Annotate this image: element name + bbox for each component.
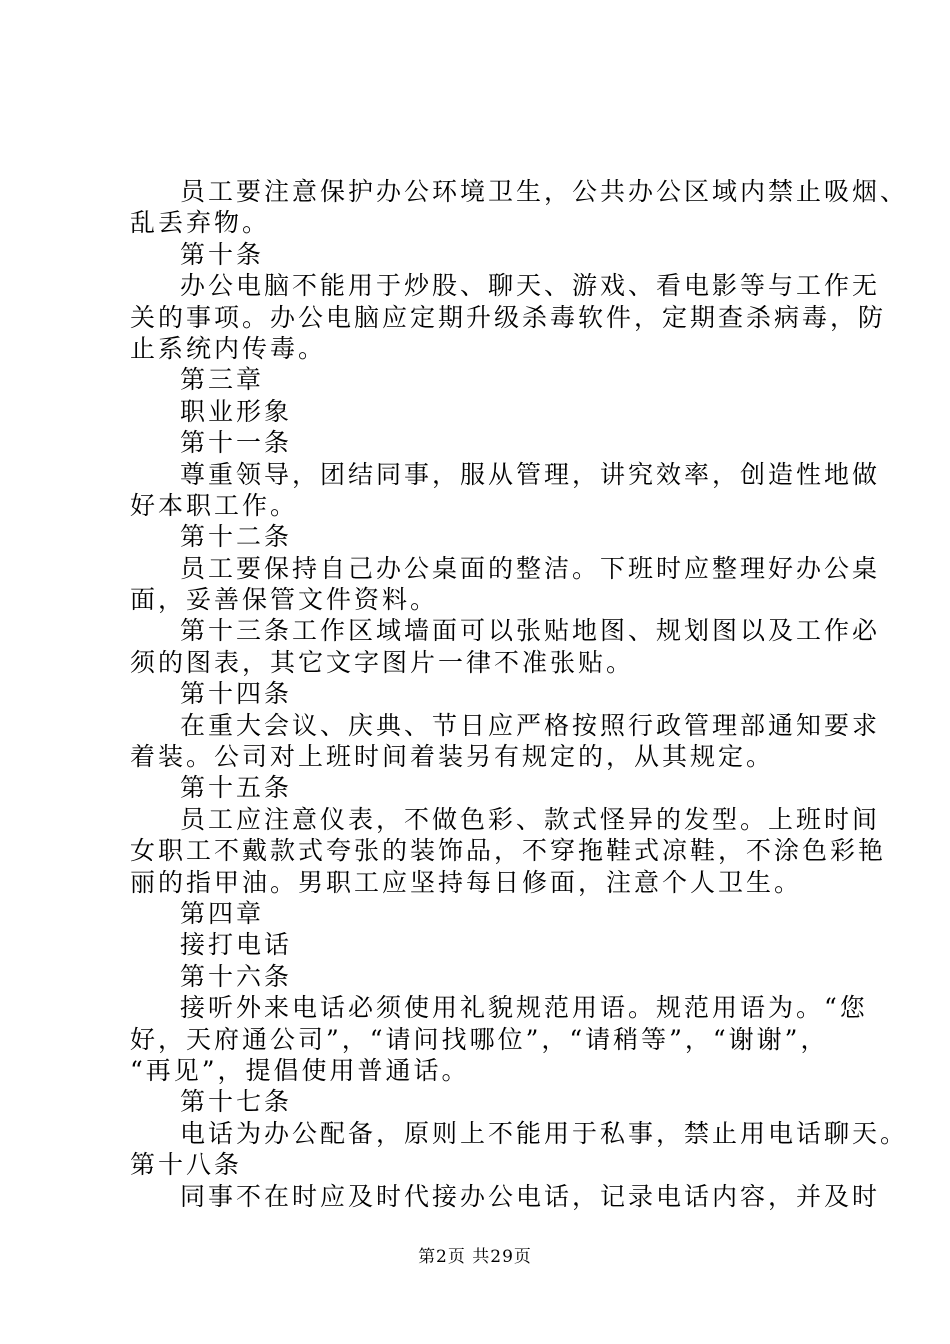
chapter-title: 职业形象 <box>180 396 293 426</box>
document-body <box>130 176 909 1212</box>
text-line: 同事不在时应及时代接办公电话，记录电话内容，并及时 <box>180 1181 881 1211</box>
article-heading: 第十六条 <box>180 961 293 991</box>
article-heading: 第十五条 <box>180 773 293 803</box>
text-line: 止系统内传毒。 <box>130 333 327 363</box>
text-line: 尊重领导，团结同事，服从管理，讲究效率，创造性地做 <box>180 459 881 489</box>
text-line: 丽的指甲油。男职工应坚持每日修面，注意个人卫生。 <box>130 867 803 897</box>
text-line: 面，妥善保管文件资料。 <box>130 585 439 615</box>
text-line: 第十三条工作区域墙面可以张贴地图、规划图以及工作必 <box>180 616 881 646</box>
article-heading: 第十四条 <box>180 679 293 709</box>
text-line: 关的事项。办公电脑应定期升级杀毒软件，定期查杀病毒，防 <box>130 302 887 332</box>
text-line: 电话为办公配备，原则上不能用于私事，禁止用电话聊天。 <box>180 1118 909 1148</box>
text-line: 乱丢弃物。 <box>130 208 271 238</box>
chapter-heading: 第三章 <box>180 365 265 395</box>
text-line: 好，天府通公司”，“请问找哪位”，“请稍等”，“谢谢”， <box>130 1024 829 1054</box>
chapter-heading: 第四章 <box>180 898 265 928</box>
text-line: 员工要注意保护办公环境卫生，公共办公区域内禁止吸烟、 <box>180 177 909 206</box>
text-line: 好本职工作。 <box>130 490 299 520</box>
text-line: 员工要保持自己办公桌面的整洁。下班时应整理好办公桌 <box>180 553 881 583</box>
article-heading: 第十条 <box>180 239 265 269</box>
text-line: “再见”，提倡使用普通话。 <box>130 1055 470 1085</box>
article-heading: 第十一条 <box>180 428 293 458</box>
text-line: 着装。公司对上班时间着装另有规定的，从其规定。 <box>130 742 775 772</box>
chapter-title: 接打电话 <box>180 930 293 960</box>
text-line: 须的图表，其它文字图片一律不准张贴。 <box>130 647 635 677</box>
text-line: 员工应注意仪表，不做色彩、款式怪异的发型。上班时间 <box>180 804 881 834</box>
text-line: 接听外来电话必须使用礼貌规范用语。规范用语为。“您 <box>180 993 868 1023</box>
text-line: 办公电脑不能用于炒股、聊天、游戏、看电影等与工作无 <box>180 271 881 301</box>
page-number-footer: 第2页 共29页 <box>418 1247 532 1267</box>
text-line: 在重大会议、庆典、节日应严格按照行政管理部通知要求 <box>180 710 881 740</box>
article-heading: 第十二条 <box>180 522 293 552</box>
text-line: 女职工不戴款式夸张的装饰品，不穿拖鞋式凉鞋，不涂色彩艳 <box>130 836 887 866</box>
article-heading: 第十八条 <box>130 1150 243 1180</box>
article-heading: 第十七条 <box>180 1087 293 1117</box>
